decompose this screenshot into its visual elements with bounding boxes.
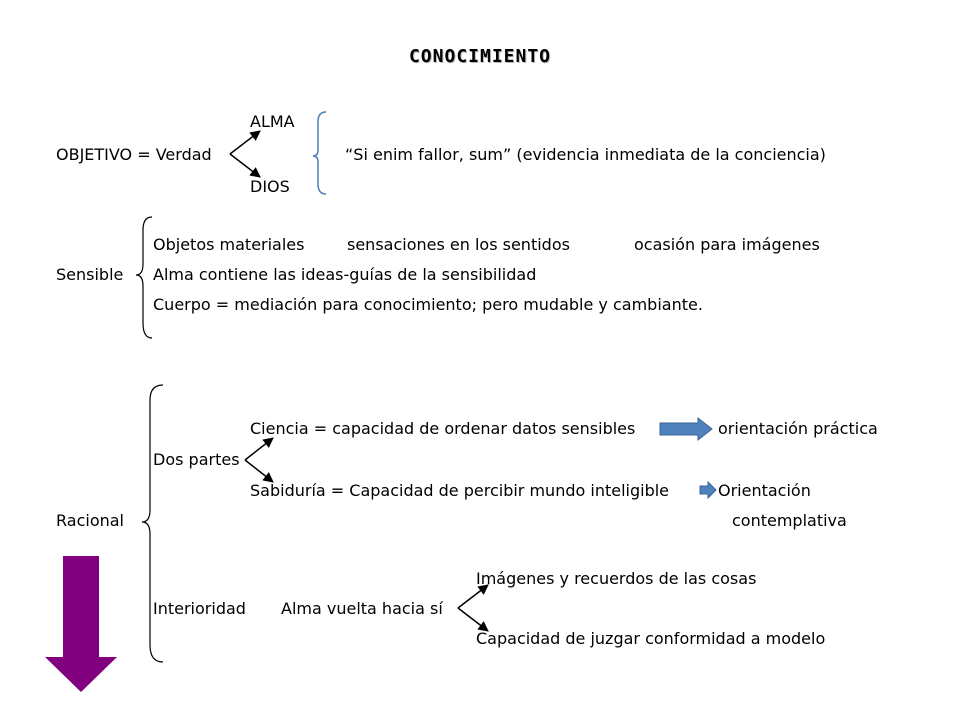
racional-brace [142,385,163,662]
sabiduria-text: Sabiduría = Capacidad de percibir mundo inteligible [250,481,670,500]
sensible-line1-b: sensaciones en los sentidos [347,235,570,254]
sensible-label: Sensible [56,265,124,284]
sabiduria-result-1: Orientación [718,481,811,500]
sensible-line1-c: ocasión para imágenes [634,235,820,254]
sensible-line2: Alma contiene las ideas-guías de la sensibilidad [153,265,537,284]
sensible-brace [136,217,152,338]
ciencia-text: Ciencia = capacidad de ordenar datos sensibles [250,419,636,438]
sabiduria-block-arrow [700,482,716,498]
dos-partes-label: Dos partes [153,450,240,469]
alma-label: ALMA [250,112,295,131]
racional-label: Racional [56,511,124,530]
interioridad-upper: Imágenes y recuerdos de las cosas [476,569,757,588]
objetivo-arrow-down [230,154,260,177]
ciencia-result: orientación práctica [718,419,878,438]
interioridad-lower: Capacidad de juzgar conformidad a modelo [476,629,826,648]
interioridad-label: Interioridad [153,599,246,618]
ciencia-block-arrow [660,418,712,440]
down-arrow [45,556,117,692]
objetivo-arrow-up [230,131,260,154]
objetivo-label: OBJETIVO = Verdad [56,145,212,164]
sensible-line1-a: Objetos materiales [153,235,305,254]
objetivo-bracket [313,112,326,194]
page-title: CONOCIMIENTO [408,46,552,67]
interioridad-arrow-down [458,608,488,631]
dos-partes-arrow-up [245,438,273,460]
dios-label: DIOS [250,177,290,196]
objetivo-quote: “Si enim fallor, sum” (evidencia inmediata de la conciencia) [345,145,826,164]
sensible-line3: Cuerpo = mediación para conocimiento; pero mudable y cambiante. [153,295,703,314]
interioridad-alma: Alma vuelta hacia sí [281,599,443,618]
sabiduria-result-2: contemplativa [732,511,847,530]
dos-partes-arrow-down [245,460,273,482]
